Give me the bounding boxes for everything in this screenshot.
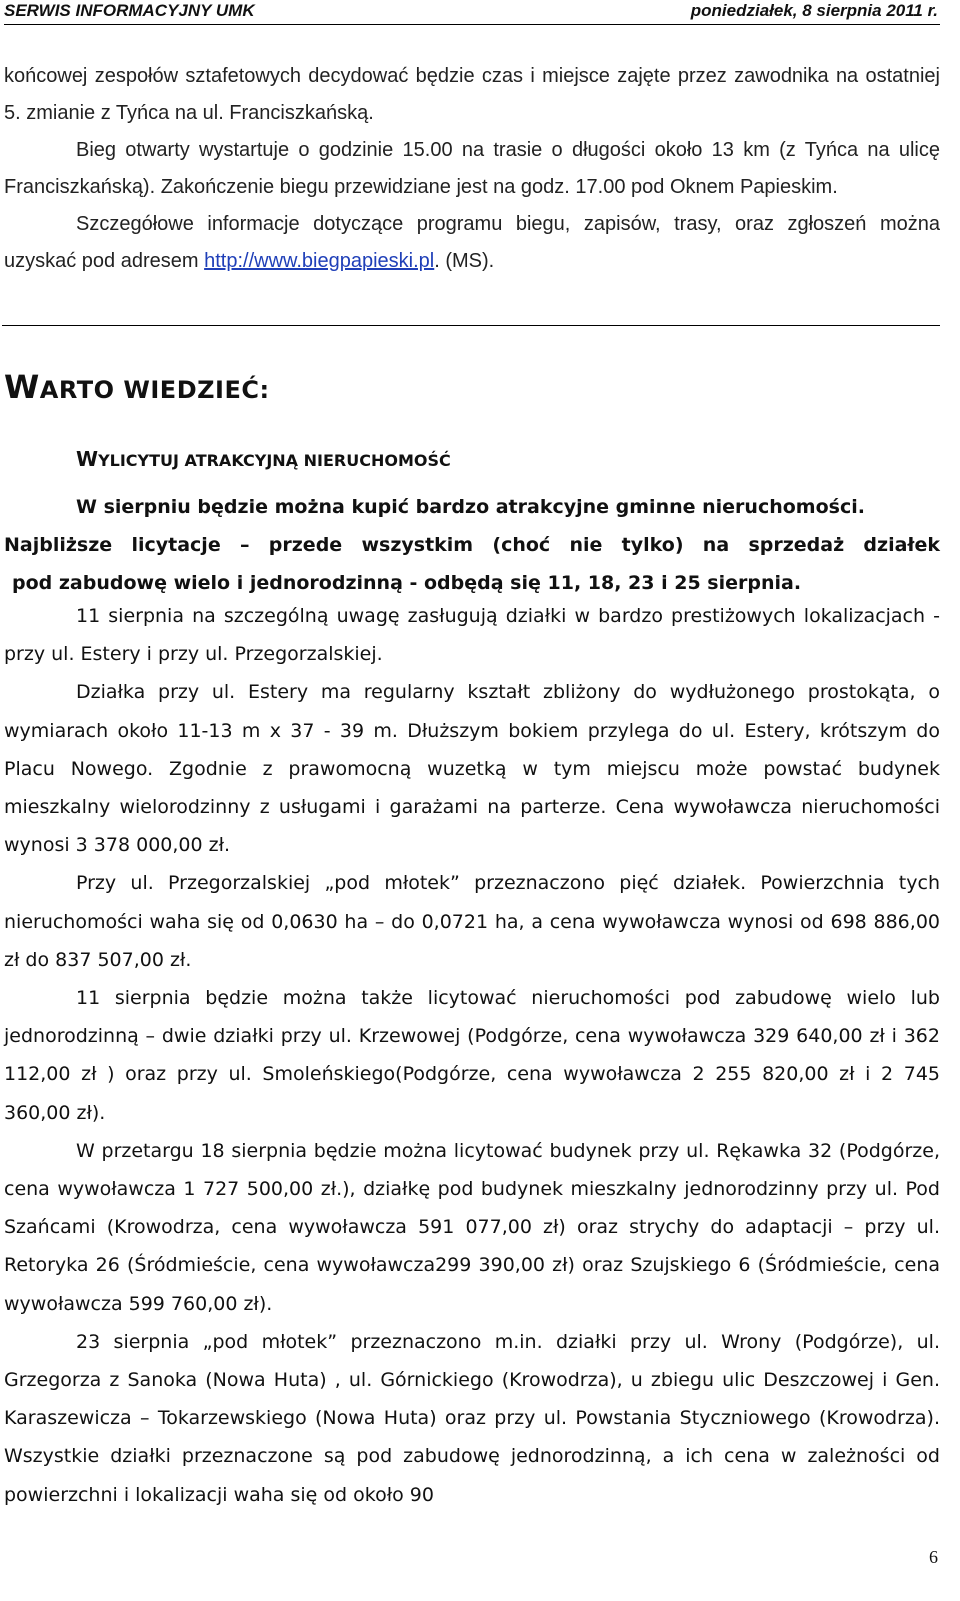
- header-date: poniedziałek, 8 sierpnia 2011 r.: [690, 1, 938, 20]
- section-title: WARTO WIEDZIEĆ:: [4, 368, 270, 406]
- article-title: WYLICYTUJ ATRAKCYJNĄ NIERUCHOMOŚĆ: [76, 447, 451, 471]
- body-paragraph-2: Działka przy ul. Estery ma regularny kształt zbliżony do wydłużonego prostokąta, o wymiarach około 11-13 m x 37 - 39 m. Dłuższym bokiem przylega do ul. Estery, krótszym do Placu Nowego. Zgodnie z prawomocną wuzetką w tym miejscu może powstać budynek mieszkalny wielorodzinny z usługami i garażami na parterze. Cena wywoławcza nieruchomości wynosi 3 378 000,00 zł.: [4, 681, 940, 857]
- article-lead: [4, 488, 940, 603]
- intro-text: [4, 58, 940, 280]
- lead-line-2: Najbliższe licytacje – przede wszystkim (choć nie tylko) na sprzedaż działek: [4, 534, 940, 557]
- article-body: [4, 597, 940, 1514]
- intro-paragraph-3: Szczegółowe informacje dotyczące programu biegu, zapisów, trasy, oraz zgłoszeń można uzyskać pod adresem http://www.biegpapieski.pl. (MS).: [4, 213, 940, 272]
- intro-paragraph-1: końcowej zespołów sztafetowych decydować będzie czas i miejsce zajęte przez zawodnika na ostatniej 5. zmianie z Tyńca na ul. Franciszkańską.: [4, 65, 940, 124]
- lead-line-1: W sierpniu będzie można kupić bardzo atrakcyjne gminne nieruchomości.: [76, 496, 865, 518]
- body-paragraph-1: 11 sierpnia na szczególną uwagę zasługują działki w bardzo prestiżowych lokalizacjach - przy ul. Estery i przy ul. Przegorzalskiej.: [4, 605, 940, 666]
- body-paragraph-3: Przy ul. Przegorzalskiej „pod młotek” przeznaczono pięć działek. Powierzchnia tych nieruchomości waha się od 0,0630 ha – do 0,0721 ha, a cena wywoławcza wynosi od 698 886,00 zł do 837 507,00 zł.: [4, 872, 940, 971]
- header-title: SERWIS INFORMACYJNY UMK: [4, 1, 255, 20]
- page-number: 6: [929, 1547, 938, 1567]
- body-paragraph-6: 23 sierpnia „pod młotek” przeznaczono m.in. działki przy ul. Wrony (Podgórze), ul. Grzegorza z Sanoka (Nowa Huta) , ul. Górnickiego (Krowodrza), u zbiegu ulic Deszczowej i Gen. Karaszewicza – Tokarzewskiego (Nowa Huta) oraz przy ul. Powstania Styczniowego (Krowodrza). Wszystkie działki przeznaczone są pod zabudowę jednorodzinną, a ich cena w zależności od powierzchni i lokalizacji waha się od około 90: [4, 1330, 940, 1506]
- page-header: [4, 0, 940, 25]
- section-divider: [2, 325, 940, 326]
- body-paragraph-4: 11 sierpnia będzie można także licytować nieruchomości pod zabudowę wielo lub jednorodzinną – dwie działki przy ul. Krzewowej (Podgórze, cena wywoławcza 329 640,00 zł i 362 112,00 zł ) oraz przy ul. Smoleńskiego(Podgórze, cena wywoławcza 2 255 820,00 zł i 2 745 360,00 zł).: [4, 987, 940, 1124]
- body-paragraph-5: W przetargu 18 sierpnia będzie można licytować budynek przy ul. Rękawka 32 (Podgórze, cena wywoławcza 1 727 500,00 zł.), działkę pod budynek mieszkalny jednorodzinny przy ul. Pod Szańcami (Krowodrza, cena wywoławcza 591 077,00 zł) oraz strychy do adaptacji – przy ul. Retoryka 26 (Śródmieście, cena wywoławcza299 390,00 zł) oraz Szujskiego 6 (Śródmieście, cena wywoławcza 599 760,00 zł).: [4, 1139, 940, 1315]
- lead-line-3: pod zabudowę wielo i jednorodzinną - odbędą się 11, 18, 23 i 25 sierpnia.: [12, 572, 802, 595]
- intro-paragraph-2: Bieg otwarty wystartuje o godzinie 15.00 na trasie o długości około 13 km (z Tyńca na ulicę Franciszkańską). Zakończenie biegu przewidziane jest na godz. 17.00 pod Oknem Papieskim.: [4, 139, 940, 198]
- race-website-link[interactable]: http://www.biegpapieski.pl: [204, 250, 435, 272]
